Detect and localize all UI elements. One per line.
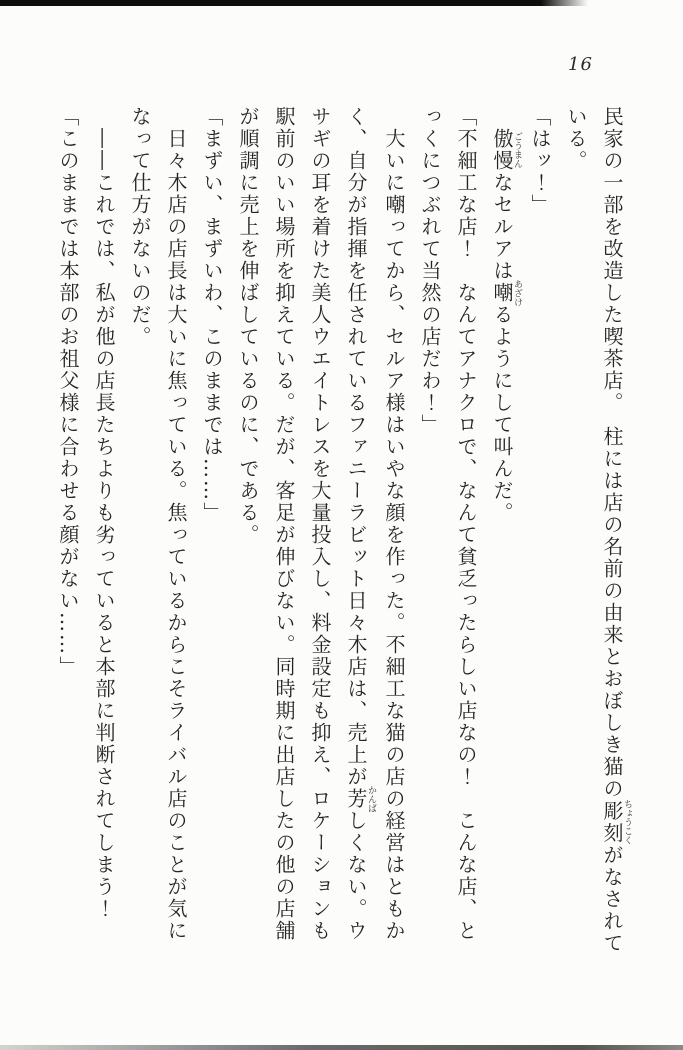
text-line: 駅前のいい場所を抑えている。だが、客足が伸びない。同時期に出店したの他の店舗 — [272, 106, 296, 942]
text-line: 「このままでは本部のお祖父様に合わせる顔がない……」 — [56, 106, 80, 678]
ruby-annotated-word: 嘲あざけ — [490, 279, 522, 307]
ruby-annotated-word: 彫刻ちょうこく — [600, 799, 632, 845]
text-line: 傲慢ごうまんなセルアは嘲あざけるようにして叫んだ。 — [490, 128, 522, 524]
text-line: が順調に売上を伸ばしているのに、である。 — [236, 106, 260, 546]
text-line: なって仕方がないのだ。 — [128, 106, 152, 348]
scan-edge-top — [0, 0, 588, 6]
page-number: 16 — [568, 54, 593, 75]
text-line: 「はッ！」 — [528, 106, 552, 216]
text-line: 大いに嘲ってから、セルア様はいやな顔を作った。不細工な猫の店の経営はともか — [382, 128, 406, 942]
text-line: 民家の一部を改造した喫茶店。 柱には店の名前の由来とおぼしき猫の彫刻ちょうこくがなされて — [600, 106, 632, 955]
text-line: 日々木店の店長は大いに焦っている。焦っているからこそライバル店のことが気に — [164, 128, 188, 942]
scan-edge-bottom — [0, 1045, 683, 1050]
ruby-annotated-word: 傲慢ごうまん — [490, 128, 522, 172]
ruby-annotated-word: 芳かんば — [344, 785, 376, 813]
body-text — [54, 106, 632, 974]
text-line: いる。 — [564, 106, 588, 172]
text-line: サギの耳を着けた美人ウエイトレスを大量投入し、料金設定も抑え、ロケーションも — [308, 106, 332, 942]
text-line: く、自分が指揮を任されているファニーラビット日々木店は、売上が芳かんばしくない。ウ — [344, 106, 376, 942]
text-line: 「まずい、まずいわ、このままでは……」 — [200, 106, 224, 524]
text-line: ――これでは、私が他の店長たちよりも劣っていると本部に判断されてしまう！ — [92, 128, 116, 920]
text-line: っくにつぶれて当然の店だわ！」 — [418, 106, 442, 436]
text-line: 「不細工な店！ なんてアナクロで、なんて貧乏ったらしい店なの！ こんな店、と — [454, 106, 478, 942]
